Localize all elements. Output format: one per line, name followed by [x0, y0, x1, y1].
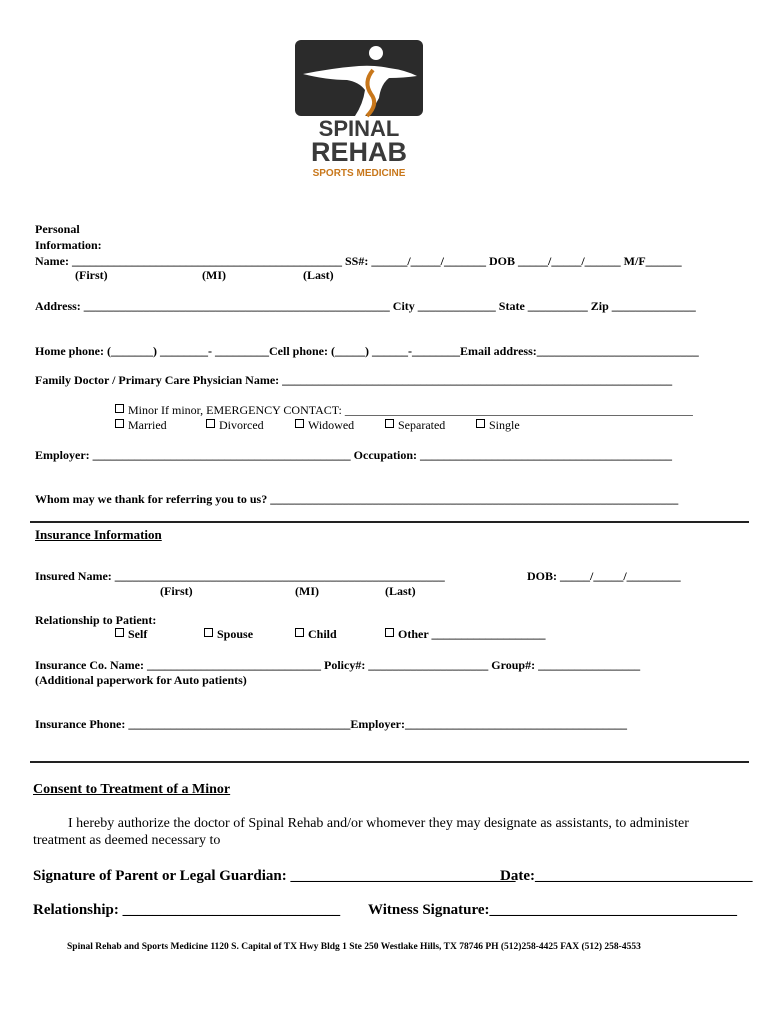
referral-line[interactable]: Whom may we thank for referring you to us? ____________________________________________________________________ [35, 492, 679, 506]
footer-address: Spinal Rehab and Sports Medicine 1120 S. Capital of TX Hwy Bldg 1 Ste 250 Westlake Hills, TX 78746 PH (512)258-4425 FAX (512) 258-4553 [67, 942, 641, 952]
self-label: Self [128, 627, 148, 641]
spouse-checkbox[interactable] [204, 628, 213, 637]
insured-sub-first: (First) [160, 584, 193, 598]
address-line[interactable]: Address: ___________________________________________________ City _____________ State __________ Zip ______________ [35, 299, 696, 313]
widowed-checkbox[interactable] [295, 419, 304, 428]
divorced-checkbox[interactable] [206, 419, 215, 428]
rel-self[interactable] [115, 627, 147, 642]
marital-separated[interactable] [385, 418, 445, 433]
separated-checkbox[interactable] [385, 419, 394, 428]
consent-text-line2: treatment as deemed necessary to [33, 833, 221, 848]
marital-widowed[interactable] [295, 418, 354, 433]
self-checkbox[interactable] [115, 628, 124, 637]
logo-line2: REHAB [310, 137, 408, 167]
marital-married[interactable] [115, 418, 167, 433]
employer-line[interactable]: Employer: ___________________________________________ Occupation: __________________________________________ [35, 448, 672, 462]
widowed-label: Widowed [308, 418, 355, 432]
phone-line[interactable]: Home phone: (_______) ________- _________Cell phone: (_____) ______-________Email address:___________________________ [35, 344, 699, 358]
marital-single[interactable] [476, 418, 520, 433]
single-label: Single [489, 418, 520, 432]
consent-text-line1: I hereby authorize the doctor of Spinal Rehab and/or whomever they may designate as assistants, to administer [68, 816, 689, 831]
spinal-rehab-logo [293, 40, 425, 180]
other-checkbox[interactable] [385, 628, 394, 637]
personal-heading-line2: Information: [35, 238, 102, 252]
consent-relationship-line[interactable]: Relationship: _____________________________ [33, 902, 341, 918]
child-label: Child [308, 627, 337, 641]
marital-divorced[interactable] [206, 418, 264, 433]
rel-spouse[interactable] [204, 627, 253, 642]
name-sub-mi: (MI) [202, 268, 226, 282]
logo-line1: SPINAL [318, 116, 400, 141]
witness-signature-line[interactable]: Witness Signature:_________________________________ [368, 902, 738, 918]
single-checkbox[interactable] [476, 419, 485, 428]
divider [30, 761, 749, 763]
doctor-line[interactable]: Family Doctor / Primary Care Physician Name: _________________________________________________________________ [35, 373, 673, 387]
auto-note: (Additional paperwork for Auto patients) [35, 673, 247, 687]
insurance-company-line[interactable]: Insurance Co. Name: _____________________________ Policy#: ____________________ Group#: _________________ [35, 658, 641, 672]
rel-child[interactable] [295, 627, 337, 642]
child-checkbox[interactable] [295, 628, 304, 637]
insured-name-line[interactable]: Insured Name: _______________________________________________________ [35, 569, 445, 583]
name-line[interactable]: Name: _____________________________________________ SS#: ______/_____/_______ DOB _____/_____/______ M/F______ [35, 254, 682, 268]
personal-heading-line1: Personal [35, 222, 80, 236]
consent-date-line[interactable]: Date:_____________________________ [500, 868, 753, 884]
rel-other[interactable] [385, 627, 545, 642]
guardian-signature-line[interactable]: Signature of Parent or Legal Guardian: ______________________________ [33, 868, 516, 884]
relationship-label: Relationship to Patient: [35, 613, 157, 627]
insurance-phone-line[interactable]: Insurance Phone: _____________________________________Employer:_____________________________________ [35, 717, 627, 731]
separated-label: Separated [398, 418, 446, 432]
name-sub-first: (First) [75, 268, 108, 282]
divider [30, 521, 749, 523]
emergency-line: Minor If minor, EMERGENCY CONTACT: __________________________________________________________ [128, 403, 693, 417]
insured-sub-mi: (MI) [295, 584, 319, 598]
logo-line3: SPORTS MEDICINE [312, 168, 406, 179]
married-label: Married [128, 418, 167, 432]
name-sub-last: (Last) [303, 268, 334, 282]
insured-sub-last: (Last) [385, 584, 416, 598]
insurance-heading: Insurance Information [35, 527, 162, 542]
consent-heading: Consent to Treatment of a Minor [33, 782, 231, 797]
married-checkbox[interactable] [115, 419, 124, 428]
logo-graphic [293, 40, 425, 180]
minor-checkbox[interactable] [115, 404, 124, 413]
spouse-label: Spouse [217, 627, 254, 641]
emergency-contact-row[interactable] [115, 403, 693, 418]
insured-dob-line[interactable]: DOB: _____/_____/_________ [527, 569, 681, 583]
divorced-label: Divorced [219, 418, 264, 432]
other-label: Other ___________________ [398, 627, 546, 641]
